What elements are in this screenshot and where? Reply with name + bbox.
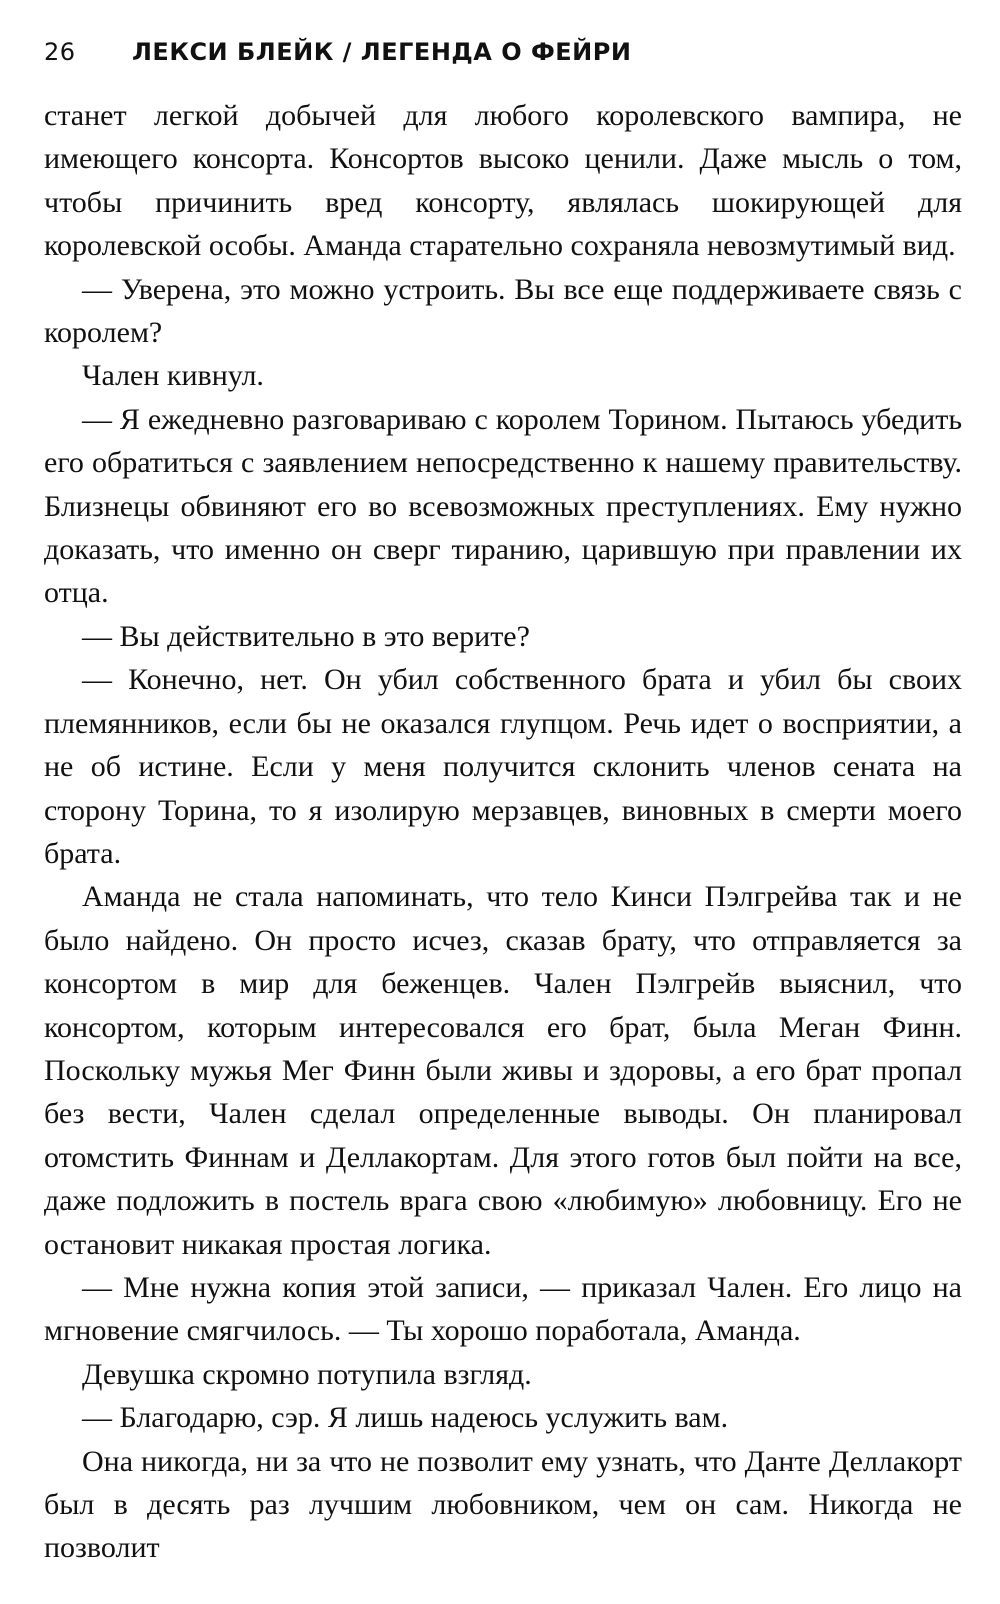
paragraph: Девушка скромно потупила взгляд. [82,1357,532,1391]
paragraph-dialogue: — Благодарю, сэр. Я лишь надеюсь услужить вам. [82,1401,729,1435]
paragraph: Она никогда, ни за что не позволит ему узнать, что Данте Деллакорт был в десять раз лучшим любовником, чем он сам. Никогда не позволит [44,1444,962,1565]
page-header [44,38,962,78]
paragraph-dialogue: — Мне нужна копия этой записи, — приказал Чален. Его лицо на мгновение смягчилось. — Ты хорошо поработала, Аманда. [44,1270,962,1348]
page-number: 26 [44,38,76,66]
paragraph: Аманда не стала напоминать, что тело Кинси Пэлгрейва так и не было найдено. Он просто исчез, сказав брату, что отправляется за консортом в мир для беженцев. Чален Пэлгрейв выяснил, что консортом, которым интересовался его брат, была Меган Финн. Поскольку мужья Мег Финн были живы и здоровы, а его брат пропал без вести, Чален сделал определенные выводы. Он планировал отомстить Финнам и Деллакортам. Для этого готов был пойти на все, даже подложить в постель врага свою «любимую» любовницу. Его не остановит никакая простая логика. [44,880,962,1261]
running-title: ЛЕКСИ БЛЕЙК / ЛЕГЕНДА О ФЕЙРИ [132,38,632,66]
paragraph-dialogue: — Уверена, это можно устроить. Вы все еще поддерживаете связь с королем? [44,272,962,350]
paragraph-dialogue: — Вы действительно в это верите? [82,619,530,653]
body-text [44,94,962,1570]
paragraph-dialogue: — Конечно, нет. Он убил собственного брата и убил бы своих племянников, если бы не оказался глупцом. Речь идет о восприятии, а не об истине. Если у меня получится склонить членов сената на сторону Торина, то я изолирую мерзавцев, виновных в смерти моего брата. [44,663,962,870]
paragraph: Чален кивнул. [82,359,264,393]
paragraph-continuation: станет легкой добычей для любого королевского вампира, не имеющего консорта. Консортов высоко ценили. Даже мысль о том, чтобы причинить вред консорту, являлась шокирующей для королевской особы. Аманда старательно сохраняла невозмутимый вид. [44,99,962,263]
paragraph-dialogue: — Я ежедневно разговариваю с королем Торином. Пытаюсь убедить его обратиться с заявлением непосредственно к нашему правительству. Близнецы обвиняют его во всевозможных преступлениях. Ему нужно доказать, что именно он сверг тиранию, царившую при правлении их отца. [44,402,962,610]
